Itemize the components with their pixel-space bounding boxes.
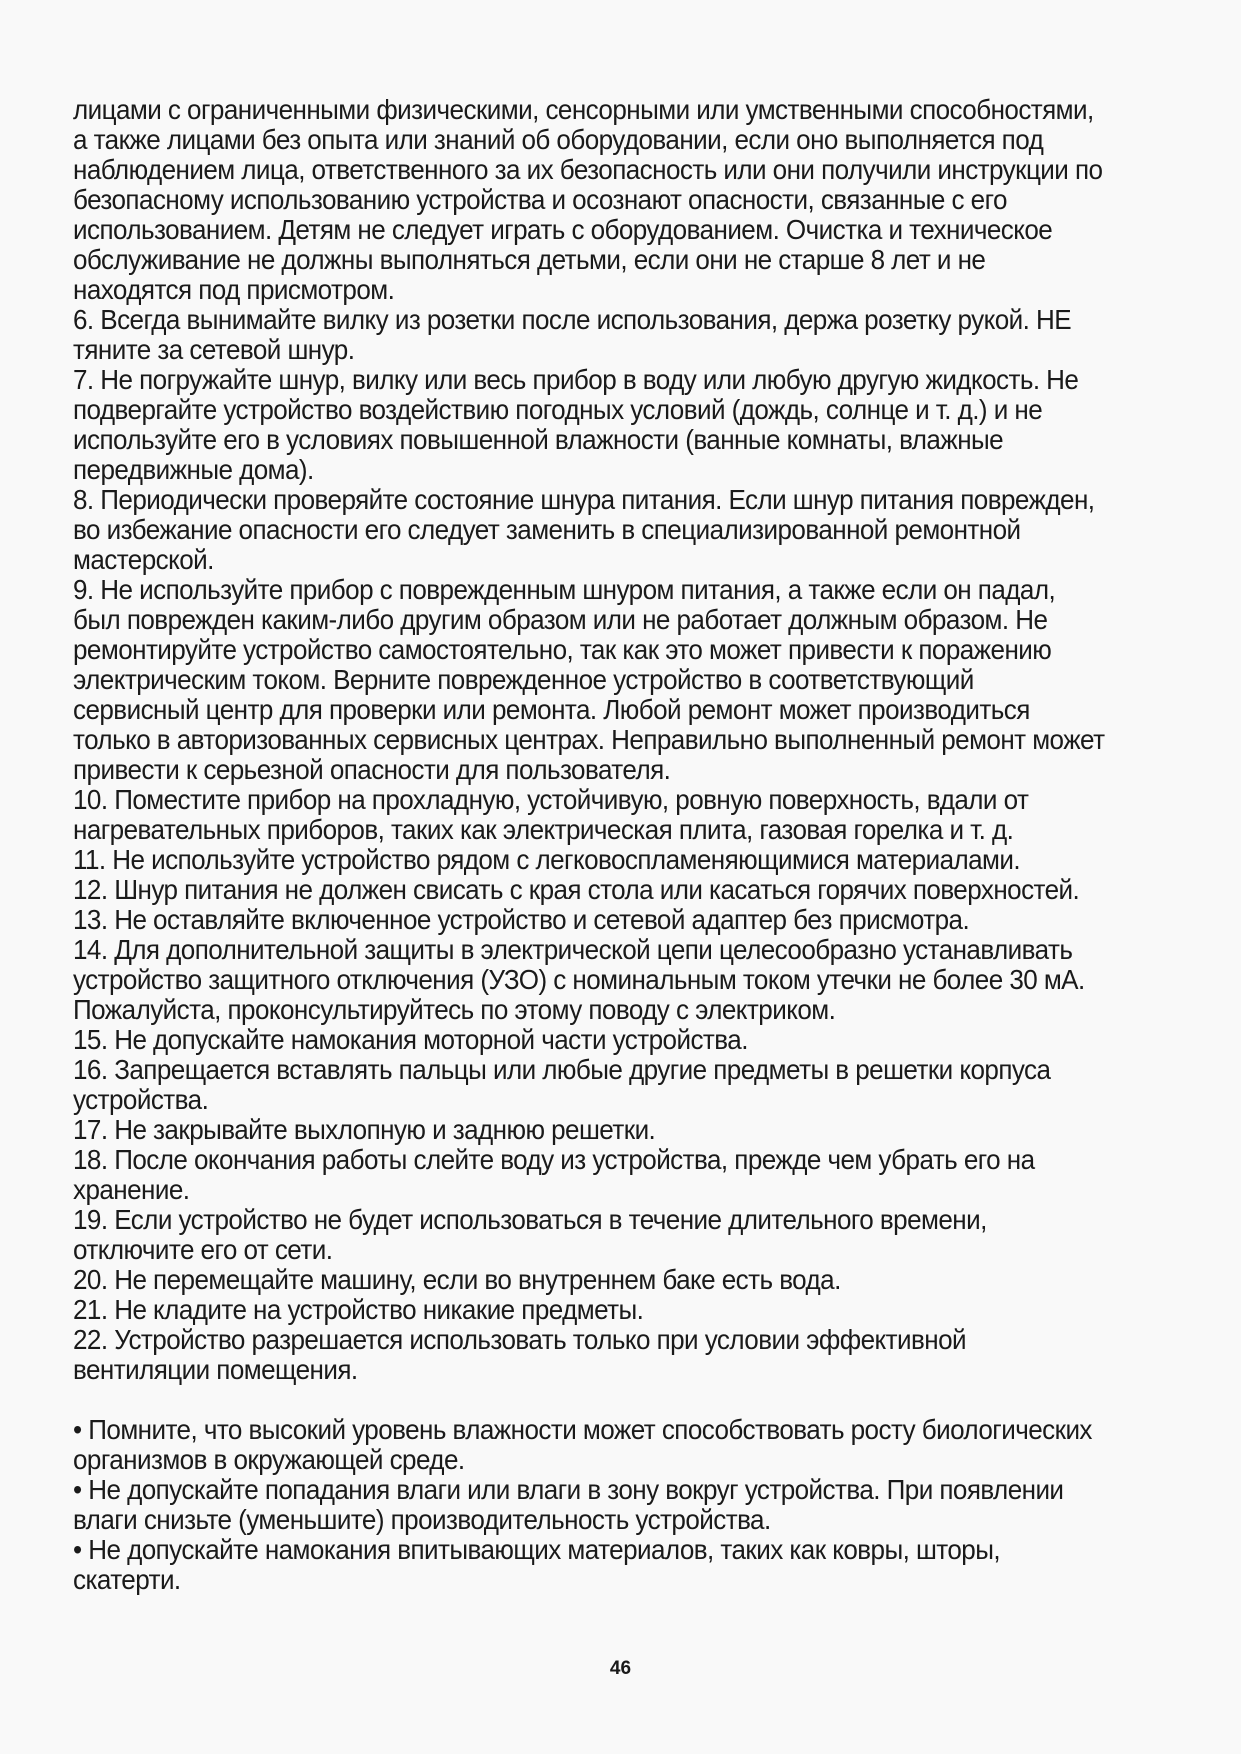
paragraph-item-20: 20. Не перемещайте машину, если во внутреннем баке есть вода. <box>73 1264 841 1295</box>
paragraph-item-21: 21. Не кладите на устройство никакие предметы. <box>73 1294 644 1325</box>
paragraph-item-11: 11. Не используйте устройство рядом с легковоспламеняющимися материалами. <box>73 844 1021 875</box>
bullet-item: • Не допускайте намокания впитывающих материалов, таких как ковры, шторы, скатерти. <box>73 1534 1001 1595</box>
paragraph-intro-continuation: лицами с ограниченными физическими, сенсорными или умственными способностями, а также лицами без опыта или знаний об оборудовании, если оно выполняется под наблюдением лица, ответственного за их безопасность или они получили инструкции по безопасному использованию устройства и осознают опасности, связанные с его использованием. Детям не следует играть с оборудованием. Очистка и техническое обслуживание не должны выполняться детьми, если они не старше 8 лет и не находятся под присмотром. <box>73 94 1103 305</box>
body-text <box>73 95 1105 1595</box>
paragraph-item-13: 13. Не оставляйте включенное устройство и сетевой адаптер без присмотра. <box>73 904 970 935</box>
bullet-item: • Не допускайте попадания влаги или влаги в зону вокруг устройства. При появлении влаги снизьте (уменьшите) производительность устройства. <box>73 1474 1064 1535</box>
paragraph-item-14: 14. Для дополнительной защиты в электрической цепи целесообразно устанавливать устройство защитного отключения (УЗО) с номинальным током утечки не более 30 мА. Пожалуйста, проконсультируйтесь по этому поводу с электриком. <box>73 934 1085 1025</box>
paragraph-item-19: 19. Если устройство не будет использоваться в течение длительного времени, отключите его от сети. <box>73 1204 987 1265</box>
paragraph-item-12: 12. Шнур питания не должен свисать с края стола или касаться горячих поверхностей. <box>73 874 1080 905</box>
paragraph-item-18: 18. После окончания работы слейте воду из устройства, прежде чем убрать его на хранение. <box>73 1144 1035 1205</box>
bullet-list <box>73 1415 1105 1595</box>
paragraph-item-9: 9. Не используйте прибор с поврежденным шнуром питания, а также если он падал, был поврежден каким-либо другим образом или не работает должным образом. Не ремонтируйте устройство самостоятельно, так как это может привести к поражению электрическим током. Верните поврежденное устройство в соответствующий сервисный центр для проверки или ремонта. Любой ремонт может производиться только в авторизованных сервисных центрах. Неправильно выполненный ремонт может привести к серьезной опасности для пользователя. <box>73 574 1105 785</box>
paragraph-item-16: 16. Запрещается вставлять пальцы или любые другие предметы в решетки корпуса устройства. <box>73 1054 1051 1115</box>
paragraph-item-17: 17. Не закрывайте выхлопную и заднюю решетки. <box>73 1114 656 1145</box>
paragraph-item-6: 6. Всегда вынимайте вилку из розетки после использования, держа розетку рукой. НЕ тяните за сетевой шнур. <box>73 304 1072 365</box>
paragraph-item-7: 7. Не погружайте шнур, вилку или весь прибор в воду или любую другую жидкость. Не подвергайте устройство воздействию погодных условий (дождь, солнце и т. д.) и не используйте его в условиях повышенной влажности (ванные комнаты, влажные передвижные дома). <box>73 364 1079 485</box>
paragraph-item-15: 15. Не допускайте намокания моторной части устройства. <box>73 1024 748 1055</box>
paragraph-item-22: 22. Устройство разрешается использовать только при условии эффективной вентиляции помещения. <box>73 1324 967 1385</box>
paragraph-item-8: 8. Периодически проверяйте состояние шнура питания. Если шнур питания поврежден, во избежание опасности его следует заменить в специализированной ремонтной мастерской. <box>73 484 1095 575</box>
page-number: 46 <box>609 1658 632 1679</box>
bullet-item: • Помните, что высокий уровень влажности может способствовать росту биологических организмов в окружающей среде. <box>73 1414 1092 1475</box>
paragraph-item-10: 10. Поместите прибор на прохладную, устойчивую, ровную поверхность, вдали от нагревательных приборов, таких как электрическая плита, газовая горелка и т. д. <box>73 784 1029 845</box>
